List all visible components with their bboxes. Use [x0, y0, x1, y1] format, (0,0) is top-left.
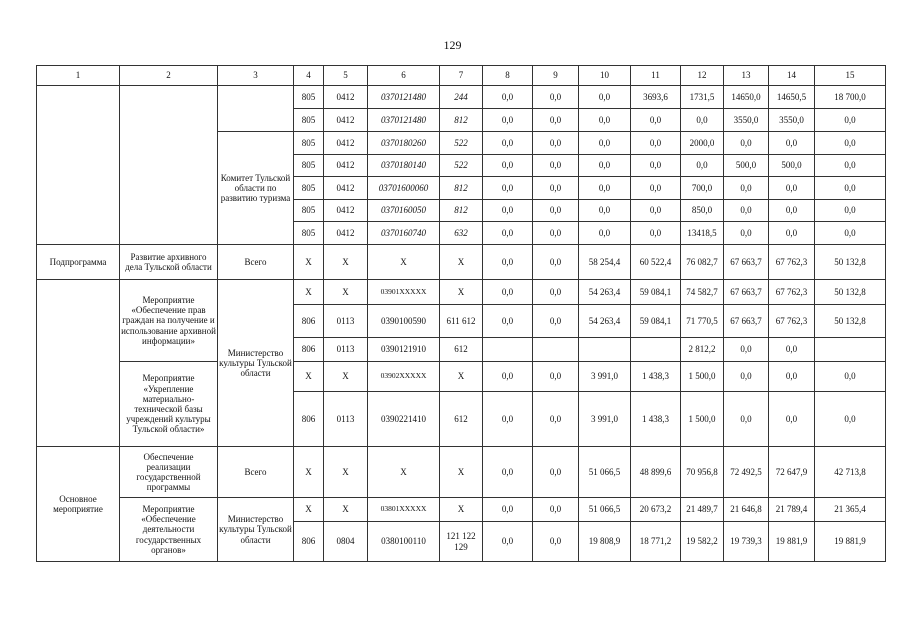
column-number: 9: [533, 66, 579, 86]
val-2016: 19 808,9: [579, 522, 631, 562]
program-name: Развитие архивного дела Тульской области: [120, 245, 218, 280]
empty-cell: [120, 86, 218, 245]
val-2020: 0,0: [769, 362, 815, 392]
event-name: Мероприятие «Обеспечение деятельности государственных органов»: [120, 498, 218, 562]
vr: 522: [440, 132, 483, 155]
val-2018: 1731,5: [681, 86, 724, 109]
gradrbs: 805: [294, 109, 324, 132]
gradrbs: Х: [294, 280, 324, 305]
val-2017: 1 438,3: [631, 362, 681, 392]
val-2021: 0,0: [815, 109, 886, 132]
val-2020: 0,0: [769, 177, 815, 200]
val-2020: 500,0: [769, 155, 815, 177]
val-2020: 72 647,9: [769, 447, 815, 498]
val-2017: 59 084,1: [631, 280, 681, 305]
vr: 812: [440, 200, 483, 222]
gradrbs: 806: [294, 522, 324, 562]
rzpr: 0412: [324, 86, 368, 109]
val-2017: 3693,6: [631, 86, 681, 109]
empty-cell: [37, 86, 120, 245]
table-row: [37, 280, 886, 305]
val-2014: 0,0: [483, 280, 533, 305]
vr: 612: [440, 392, 483, 447]
val-2019: 0,0: [724, 222, 769, 245]
val-2017: 0,0: [631, 222, 681, 245]
val-2020: 0,0: [769, 392, 815, 447]
val-2020: 0,0: [769, 200, 815, 222]
rzpr: 0412: [324, 132, 368, 155]
val-2015: 0,0: [533, 280, 579, 305]
column-number: 10: [579, 66, 631, 86]
val-2021: 0,0: [815, 132, 886, 155]
val-2021: 21 365,4: [815, 498, 886, 522]
rzpr: 0113: [324, 338, 368, 362]
val-2014: 0,0: [483, 177, 533, 200]
val-2016: 3 991,0: [579, 362, 631, 392]
table-row: [37, 245, 886, 280]
csr: 0390100590: [368, 305, 440, 338]
val-2017: 18 771,2: [631, 522, 681, 562]
val-2018: 850,0: [681, 200, 724, 222]
gradrbs: 805: [294, 177, 324, 200]
val-2019: 0,0: [724, 200, 769, 222]
val-2016: 58 254,4: [579, 245, 631, 280]
val-2015: 0,0: [533, 498, 579, 522]
gradrbs: 805: [294, 86, 324, 109]
val-2016: 0,0: [579, 132, 631, 155]
val-2018: 0,0: [681, 155, 724, 177]
csr: 0390221410: [368, 392, 440, 447]
vr: Х: [440, 280, 483, 305]
table-row: [37, 447, 886, 498]
gradrbs: 805: [294, 200, 324, 222]
rzpr: 0412: [324, 222, 368, 245]
vr: Х: [440, 498, 483, 522]
val-2021: 0,0: [815, 362, 886, 392]
val-2014: 0,0: [483, 362, 533, 392]
val-2016: 54 263,4: [579, 280, 631, 305]
val-2017: 0,0: [631, 155, 681, 177]
rzpr: Х: [324, 245, 368, 280]
val-2016: 54 263,4: [579, 305, 631, 338]
val-2018: 71 770,5: [681, 305, 724, 338]
val-2015: 0,0: [533, 86, 579, 109]
val-2016: 0,0: [579, 200, 631, 222]
gradrbs: Х: [294, 245, 324, 280]
val-2017: 0,0: [631, 109, 681, 132]
csr: 03901ХХХХХ: [368, 280, 440, 305]
header-row: [37, 66, 886, 86]
csr: Х: [368, 245, 440, 280]
val-2017: 0,0: [631, 177, 681, 200]
csr: Х: [368, 447, 440, 498]
val-2016: 51 066,5: [579, 498, 631, 522]
val-2020: 67 762,3: [769, 245, 815, 280]
gradrbs: 805: [294, 222, 324, 245]
val-2017: 1 438,3: [631, 392, 681, 447]
event-name: Мероприятие «Укрепление материально-технической базы учреждений культуры Тульской области»: [120, 362, 218, 447]
gradrbs: Х: [294, 362, 324, 392]
vr: 121 122 129: [440, 522, 483, 562]
vr: 632: [440, 222, 483, 245]
val-2019: 14650,0: [724, 86, 769, 109]
val-2019: 67 663,7: [724, 280, 769, 305]
column-number: 6: [368, 66, 440, 86]
csr: 0390121910: [368, 338, 440, 362]
table-row: [37, 86, 886, 109]
val-2017: 0,0: [631, 132, 681, 155]
vr: Х: [440, 245, 483, 280]
rzpr: 0412: [324, 200, 368, 222]
val-2021: 0,0: [815, 200, 886, 222]
val-2017: 48 899,6: [631, 447, 681, 498]
column-number: 15: [815, 66, 886, 86]
val-2019: 67 663,7: [724, 305, 769, 338]
vr: 522: [440, 155, 483, 177]
val-2020: 14650,5: [769, 86, 815, 109]
gradrbs: 806: [294, 305, 324, 338]
val-2018: 0,0: [681, 109, 724, 132]
val-2014: 0,0: [483, 447, 533, 498]
csr: 0370121480: [368, 109, 440, 132]
gradrbs: Х: [294, 447, 324, 498]
val-2014: 0,0: [483, 132, 533, 155]
val-2019: 19 739,3: [724, 522, 769, 562]
empty-cell: [218, 86, 294, 132]
val-2020: 0,0: [769, 132, 815, 155]
val-2019: 0,0: [724, 177, 769, 200]
column-number: 11: [631, 66, 681, 86]
val-2020: 19 881,9: [769, 522, 815, 562]
column-number: 2: [120, 66, 218, 86]
val-2014: 0,0: [483, 305, 533, 338]
csr: 0370121480: [368, 86, 440, 109]
page-number: 129: [443, 38, 462, 52]
val-2017: 20 673,2: [631, 498, 681, 522]
val-2020: 21 789,4: [769, 498, 815, 522]
vr: Х: [440, 362, 483, 392]
val-2014: 0,0: [483, 392, 533, 447]
val-2015: 0,0: [533, 305, 579, 338]
val-2019: 0,0: [724, 132, 769, 155]
val-2019: 0,0: [724, 362, 769, 392]
rzpr: 0412: [324, 109, 368, 132]
csr: 03902ХХХХХ: [368, 362, 440, 392]
val-2016: [579, 338, 631, 362]
val-2016: 0,0: [579, 86, 631, 109]
vr: 611 612: [440, 305, 483, 338]
val-2014: 0,0: [483, 245, 533, 280]
table-row: [37, 498, 886, 522]
val-2019: 500,0: [724, 155, 769, 177]
category-label: Основное мероприятие: [37, 447, 120, 562]
val-2015: 0,0: [533, 109, 579, 132]
val-2019: 72 492,5: [724, 447, 769, 498]
val-2015: 0,0: [533, 200, 579, 222]
val-2014: 0,0: [483, 222, 533, 245]
val-2021: 50 132,8: [815, 305, 886, 338]
gradrbs: 805: [294, 132, 324, 155]
rzpr: 0412: [324, 177, 368, 200]
val-2017: 60 522,4: [631, 245, 681, 280]
responsible-executor: Министерство культуры Тульской области: [218, 498, 294, 562]
val-2018: 74 582,7: [681, 280, 724, 305]
rzpr: 0113: [324, 305, 368, 338]
executor-total: Всего: [218, 245, 294, 280]
val-2018: 700,0: [681, 177, 724, 200]
val-2015: 0,0: [533, 132, 579, 155]
vr: 244: [440, 86, 483, 109]
val-2015: 0,0: [533, 362, 579, 392]
val-2014: 0,0: [483, 155, 533, 177]
val-2021: 0,0: [815, 392, 886, 447]
csr: 0380100110: [368, 522, 440, 562]
category-label: Подпрограмма: [37, 245, 120, 280]
csr: 0370180140: [368, 155, 440, 177]
val-2014: [483, 338, 533, 362]
vr: 812: [440, 177, 483, 200]
table-row: [37, 362, 886, 392]
val-2016: 0,0: [579, 177, 631, 200]
val-2018: 2000,0: [681, 132, 724, 155]
event-name: Мероприятие «Обеспечение прав граждан на получение и использование архивной информации»: [120, 280, 218, 362]
csr: 0370180260: [368, 132, 440, 155]
val-2019: 67 663,7: [724, 245, 769, 280]
val-2019: 21 646,8: [724, 498, 769, 522]
val-2021: 18 700,0: [815, 86, 886, 109]
csr: 0370160050: [368, 200, 440, 222]
val-2020: 0,0: [769, 222, 815, 245]
gradrbs: 805: [294, 155, 324, 177]
val-2017: 0,0: [631, 200, 681, 222]
column-number: 1: [37, 66, 120, 86]
csr: 03801ХХХХХ: [368, 498, 440, 522]
val-2021: 0,0: [815, 177, 886, 200]
val-2018: 19 582,2: [681, 522, 724, 562]
val-2015: 0,0: [533, 245, 579, 280]
val-2016: 0,0: [579, 155, 631, 177]
rzpr: 0113: [324, 392, 368, 447]
gradrbs: Х: [294, 498, 324, 522]
val-2015: 0,0: [533, 155, 579, 177]
val-2015: 0,0: [533, 222, 579, 245]
rzpr: 0804: [324, 522, 368, 562]
val-2014: 0,0: [483, 522, 533, 562]
val-2014: 0,0: [483, 200, 533, 222]
val-2014: 0,0: [483, 86, 533, 109]
val-2021: 19 881,9: [815, 522, 886, 562]
column-number: 5: [324, 66, 368, 86]
val-2020: 3550,0: [769, 109, 815, 132]
val-2017: [631, 338, 681, 362]
program-name: Обеспечение реализации государственной программы: [120, 447, 218, 498]
column-number: 8: [483, 66, 533, 86]
rzpr: Х: [324, 280, 368, 305]
val-2014: 0,0: [483, 498, 533, 522]
responsible-executor: Министерство культуры Тульской области: [218, 280, 294, 447]
val-2018: 76 082,7: [681, 245, 724, 280]
rzpr: Х: [324, 447, 368, 498]
val-2018: 1 500,0: [681, 362, 724, 392]
val-2015: 0,0: [533, 177, 579, 200]
csr: 03701600060: [368, 177, 440, 200]
val-2016: 0,0: [579, 222, 631, 245]
column-number: 4: [294, 66, 324, 86]
val-2015: [533, 338, 579, 362]
val-2015: 0,0: [533, 447, 579, 498]
val-2018: 2 812,2: [681, 338, 724, 362]
val-2015: 0,0: [533, 392, 579, 447]
val-2018: 13418,5: [681, 222, 724, 245]
gradrbs: 806: [294, 338, 324, 362]
val-2017: 59 084,1: [631, 305, 681, 338]
val-2020: 0,0: [769, 338, 815, 362]
csr: 0370160740: [368, 222, 440, 245]
column-number: 13: [724, 66, 769, 86]
responsible-executor: Комитет Тульской области по развитию туризма: [218, 132, 294, 245]
val-2019: 3550,0: [724, 109, 769, 132]
val-2015: 0,0: [533, 522, 579, 562]
vr: Х: [440, 447, 483, 498]
rzpr: Х: [324, 362, 368, 392]
val-2021: 0,0: [815, 222, 886, 245]
val-2020: 67 762,3: [769, 280, 815, 305]
executor-total: Всего: [218, 447, 294, 498]
val-2021: 42 713,8: [815, 447, 886, 498]
empty-cell: [37, 280, 120, 447]
val-2014: 0,0: [483, 109, 533, 132]
vr: 612: [440, 338, 483, 362]
val-2021: 50 132,8: [815, 245, 886, 280]
budget-table: [36, 65, 886, 562]
rzpr: 0412: [324, 155, 368, 177]
column-number: 7: [440, 66, 483, 86]
val-2018: 1 500,0: [681, 392, 724, 447]
val-2018: 21 489,7: [681, 498, 724, 522]
val-2016: 51 066,5: [579, 447, 631, 498]
val-2016: 3 991,0: [579, 392, 631, 447]
val-2021: [815, 338, 886, 362]
val-2019: 0,0: [724, 392, 769, 447]
column-number: 12: [681, 66, 724, 86]
column-number: 14: [769, 66, 815, 86]
rzpr: Х: [324, 498, 368, 522]
val-2021: 50 132,8: [815, 280, 886, 305]
column-number: 3: [218, 66, 294, 86]
val-2020: 67 762,3: [769, 305, 815, 338]
vr: 812: [440, 109, 483, 132]
val-2016: 0,0: [579, 109, 631, 132]
val-2021: 0,0: [815, 155, 886, 177]
val-2018: 70 956,8: [681, 447, 724, 498]
gradrbs: 806: [294, 392, 324, 447]
val-2019: 0,0: [724, 338, 769, 362]
